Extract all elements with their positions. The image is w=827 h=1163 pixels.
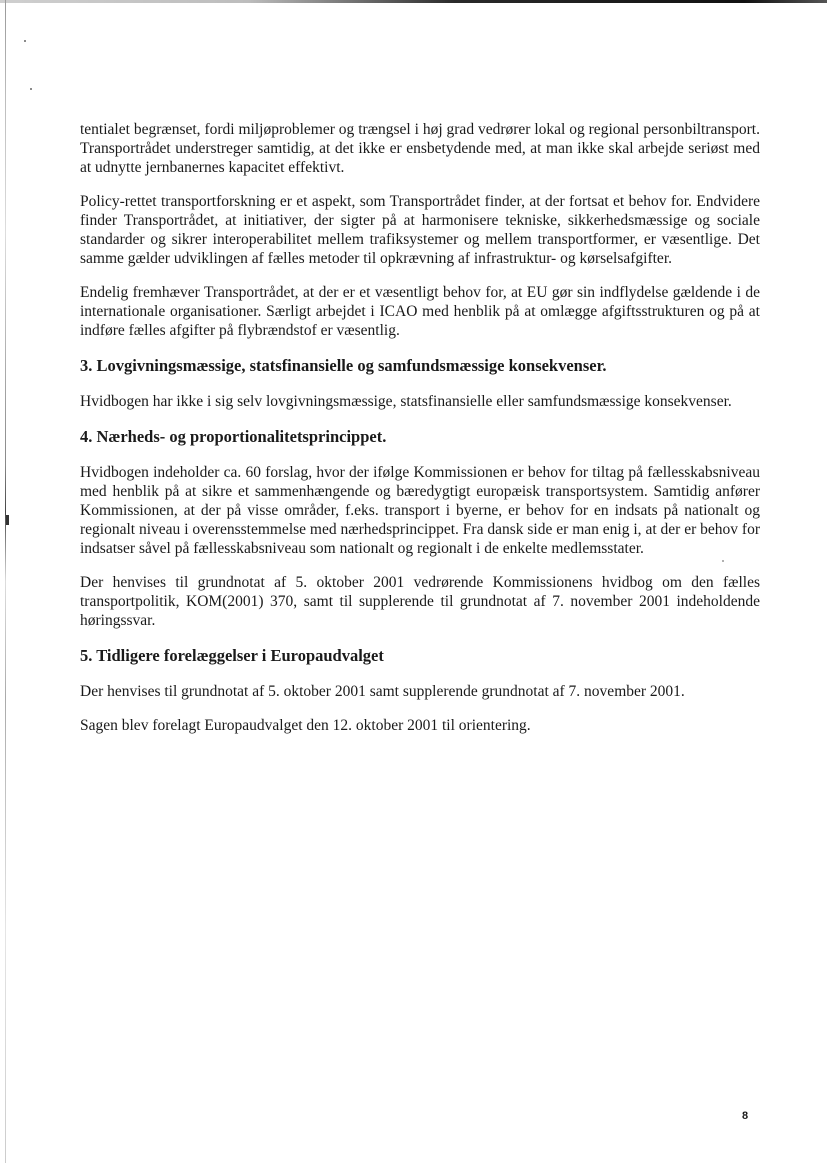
body-paragraph: Der henvises til grundnotat af 5. oktober 2001 samt supplerende grundnotat af 7. november 2001. [80, 683, 685, 700]
section-heading-3: 3. Lovgivningsmæssige, statsfinansielle og samfundsmæssige konsekvenser. [80, 356, 607, 375]
scan-speck [24, 40, 26, 42]
body-paragraph: Der henvises til grundnotat af 5. oktober 2001 vedrørende Kommissionens hvidbog om den fælles transportpolitik, KOM(2001) 370, samt til supplerende til grundnotat af 7. november 2001 indeholdende høringssvar. [80, 574, 760, 629]
page-number: 8 [742, 1110, 749, 1122]
body-paragraph: tentialet begrænset, fordi miljøproblemer og trængsel i høj grad vedrører lokal og regional personbiltransport. Transportrådet understreger samtidig, at det ikke er ensbetydende med, at man ikke skal arbejde seriøst med at udnytte jernbanernes kapacitet effektivt. [80, 121, 760, 176]
section-heading-4: 4. Nærheds- og proportionalitetsprincippet. [80, 427, 387, 446]
body-paragraph: Sagen blev forelagt Europaudvalget den 12. oktober 2001 til orientering. [80, 717, 531, 734]
body-paragraph: Hvidbogen har ikke i sig selv lovgivningsmæssige, statsfinansielle eller samfundsmæssige konsekvenser. [80, 393, 732, 410]
scan-left-edge [5, 0, 6, 1163]
body-paragraph: Endelig fremhæver Transportrådet, at der er et væsentligt behov for, at EU gør sin indflydelse gældende i de internationale organisationer. Særligt arbejdet i ICAO med henblik på at omlægge afgiftsstrukturen og på at indføre fælles afgifter på flybrændstof er væsentlig. [80, 284, 760, 339]
body-paragraph: Hvidbogen indeholder ca. 60 forslag, hvor der ifølge Kommissionen er behov for tiltag på fællesskabsniveau med henblik på at sikre et sammenhængende og bæredygtigt europæisk transportsystem. Samtidig anfører Kommissionen, at der på visse områder, f.eks. transport i byerne, er behov for en indsats på nationalt og regionalt niveau i overensstemmelse med nærhedsprincippet. Fra dansk side er man enig i, at der er behov for indsatser såvel på fællesskabsniveau som nationalt og regionalt i de enkelte medlemsstater. [80, 464, 760, 557]
body-paragraph: Policy-rettet transportforskning er et aspekt, som Transportrådet finder, at der fortsat et behov for. Endvidere finder Transportrådet, at initiativer, der sigter på at harmonisere tekniske, sikkerhedsmæssige og sociale standarder og sikrer interoperabilitet mellem trafiksystemer og mellem transportformer, er væsentlige. Det samme gælder udviklingen af fælles metoder til opkrævning af infrastruktur- og kørselsafgifter. [80, 193, 760, 267]
document-body [80, 120, 760, 750]
section-heading-5: 5. Tidligere forelæggelser i Europaudvalget [80, 646, 384, 665]
scan-top-edge [0, 0, 827, 3]
scan-speck [6, 515, 9, 525]
scan-speck [30, 88, 32, 90]
